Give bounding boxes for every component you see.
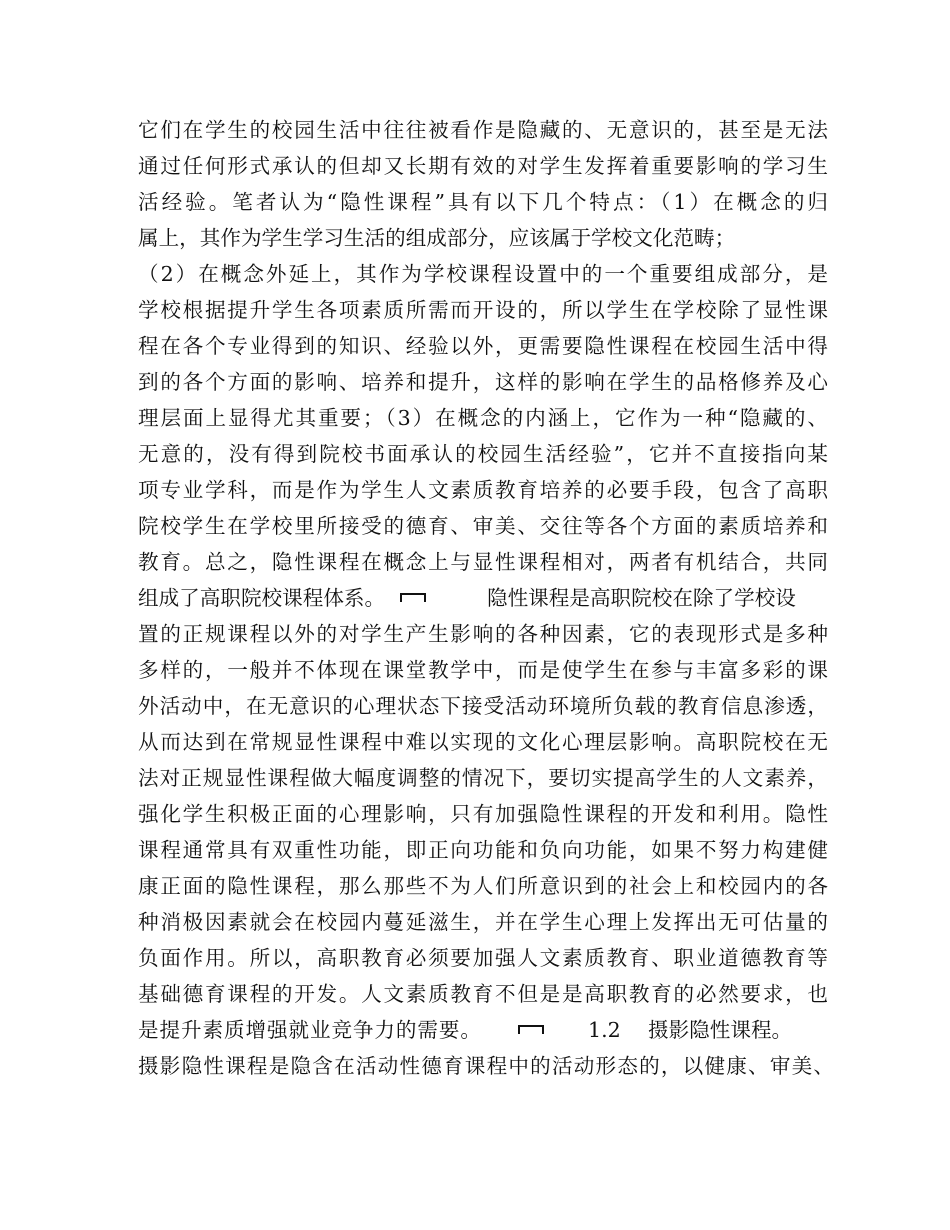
text-line: 种消极因素就会在校园内蔓延滋生，并在学生心理上发挥出无可估量的: [138, 910, 828, 934]
text-segment: 是提升素质增强就业竞争力的需要。: [138, 1018, 482, 1042]
text-line: 它们在学生的校园生活中往往被看作是隐藏的、无意识的，甚至是无法: [138, 118, 828, 142]
section-number: 1.2: [588, 1018, 621, 1042]
text-line: 从而达到在常规显性课程中难以实现的文化心理层影响。高职院校在无: [138, 730, 828, 754]
text-line-split: [138, 1012, 828, 1048]
text-line: 摄影隐性课程是隐含在活动性德育课程中的活动形态的，以健康、审美、: [138, 1054, 834, 1078]
text-line: 理层面上显得尤其重要；（3）在概念的内涵上，它作为一种“隐藏的、: [138, 406, 828, 430]
text-line: 置的正规课程以外的对学生产生影响的各种因素，它的表现形式是多种: [138, 622, 828, 646]
text-line: 法对正规显性课程做大幅度调整的情况下，要切实提高学生的人文素养，: [138, 766, 828, 790]
text-line: 到的各个方面的影响、培养和提升，这样的影响在学生的品格修养及心: [138, 370, 828, 394]
text-segment: 组成了高职院校课程体系。: [138, 586, 386, 610]
text-line: 教育。总之，隐性课程在概念上与显性课程相对，两者有机结合，共同: [138, 550, 828, 574]
text-segment: 隐性课程是高职院校在除了学校设: [487, 586, 796, 610]
text-line: 课程通常具有双重性功能，即正向功能和负向功能，如果不努力构建健: [138, 838, 828, 862]
section-heading: 摄影隐性课程。: [648, 1018, 793, 1042]
text-line: 外活动中，在无意识的心理状态下接受活动环境所负载的教育信息渗透，: [138, 694, 828, 718]
text-line: （2）在概念外延上，其作为学校课程设置中的一个重要组成部分，是: [138, 262, 828, 286]
text-line-split: [138, 580, 828, 616]
text-line: 院校学生在学校里所接受的德育、审美、交往等各个方面的素质培养和: [138, 514, 828, 538]
text-line: 多样的，一般并不体现在课堂教学中，而是使学生在参与丰富多彩的课: [138, 658, 828, 682]
text-line: 康正面的隐性课程，那么那些不为人们所意识到的社会上和校园内的各: [138, 874, 828, 898]
section-break-icon: [400, 592, 426, 603]
text-line: 基础德育课程的开发。人文素质教育不但是是高职教育的必然要求，也: [138, 982, 828, 1006]
text-line: 强化学生积极正面的心理影响，只有加强隐性课程的开发和利用。隐性: [138, 802, 828, 826]
text-line: 负面作用。所以，高职教育必须要加强人文素质教育、职业道德教育等: [138, 946, 828, 970]
text-line: 活经验。笔者认为“隐性课程”具有以下几个特点：（1）在概念的归: [138, 190, 828, 214]
text-line: 无意的，没有得到院校书面承认的校园生活经验”，它并不直接指向某: [138, 442, 828, 466]
text-line: 项专业学科，而是作为学生人文素质教育培养的必要手段，包含了高职: [138, 478, 828, 502]
text-line: 通过任何形式承认的但却又长期有效的对学生发挥着重要影响的学习生: [138, 154, 828, 178]
text-line: 程在各个专业得到的知识、经验以外，更需要隐性课程在校园生活中得: [138, 334, 828, 358]
section-break-icon: [518, 1024, 544, 1035]
text-line: 属上，其作为学生学习生活的组成部分，应该属于学校文化范畴；: [138, 226, 736, 250]
text-line: 学校根据提升学生各项素质所需而开设的，所以学生在学校除了显性课: [138, 298, 828, 322]
